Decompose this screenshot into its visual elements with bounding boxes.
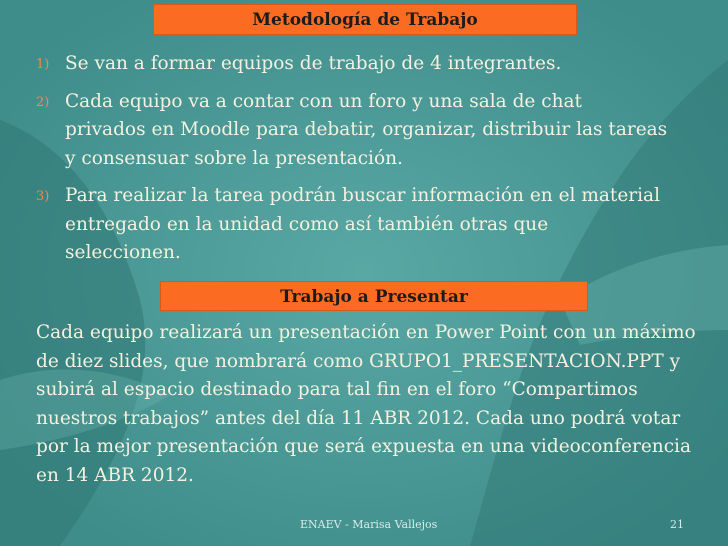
list-item-text: Se van a formar equipos de trabajo de 4 integrantes. <box>65 53 562 74</box>
assignment-paragraph: Cada equipo realizará un presentación en Power Point con un máximo de diez slides, que nombrará como GRUPO1_PRESENTACION.PPT y subirá al espacio destinado para tal fin en el foro “Compartimos nuestros trabajos” antes del día 11 ABR 2012. Cada uno podrá votar por la mejor presentación que será expuesta en una videoconferencia en 14 ABR 2012. <box>36 322 696 486</box>
list-item-text: Cada equipo va a contar con un foro y una sala de chat privados en Moodle para debatir, organizar, distribuir las tareas y consensuar sobre la presentación. <box>65 90 668 169</box>
numbered-list <box>0 50 728 277</box>
slide-number: 21 <box>670 518 684 531</box>
list-item <box>0 182 728 268</box>
section-heading-trabajo: Trabajo a Presentar <box>160 281 588 311</box>
list-item-number: 3) <box>36 189 50 204</box>
list-item <box>0 50 728 79</box>
footer-author: ENAEV - Marisa Vallejos <box>300 518 438 531</box>
list-item-number: 1) <box>36 57 50 72</box>
list-item-text: Para realizar la tarea podrán buscar información en el material entregado en la unidad como así también otras que seleccionen. <box>65 185 660 263</box>
list-item-number: 2) <box>36 94 50 110</box>
section-heading-metodologia: Metodología de Trabajo <box>153 4 577 35</box>
list-item <box>0 88 728 174</box>
